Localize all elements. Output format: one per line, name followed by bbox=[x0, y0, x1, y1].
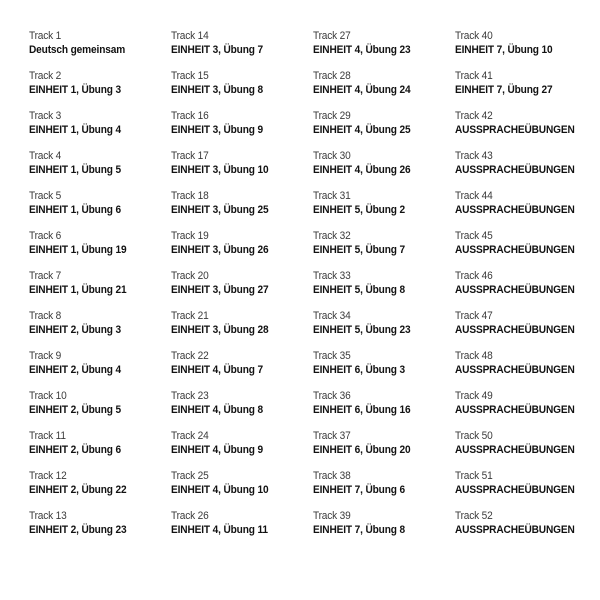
track-number: Track 16 bbox=[171, 110, 209, 122]
track-number: Track 41 bbox=[455, 70, 493, 82]
track-entry bbox=[29, 390, 171, 430]
track-title: EINHEIT 1, Übung 21 bbox=[29, 284, 127, 296]
track-title: EINHEIT 6, Übung 3 bbox=[313, 364, 405, 376]
track-number: Track 23 bbox=[171, 390, 209, 402]
track-entry bbox=[171, 350, 313, 390]
track-entry bbox=[455, 110, 597, 150]
track-entry bbox=[171, 270, 313, 310]
track-title: EINHEIT 7, Übung 10 bbox=[455, 44, 553, 56]
track-number: Track 15 bbox=[171, 70, 209, 82]
track-number: Track 40 bbox=[455, 30, 493, 42]
track-number: Track 11 bbox=[29, 430, 66, 442]
track-entry bbox=[29, 110, 171, 150]
track-number: Track 36 bbox=[313, 390, 351, 402]
track-number: Track 48 bbox=[455, 350, 493, 362]
track-entry bbox=[313, 470, 455, 510]
track-number: Track 6 bbox=[29, 230, 62, 242]
track-entry bbox=[29, 270, 171, 310]
track-number: Track 18 bbox=[171, 190, 209, 202]
track-number: Track 30 bbox=[313, 150, 351, 162]
track-title: EINHEIT 2, Übung 4 bbox=[29, 364, 121, 376]
track-number: Track 39 bbox=[313, 510, 351, 522]
track-entry bbox=[171, 470, 313, 510]
track-title: EINHEIT 5, Übung 7 bbox=[313, 244, 405, 256]
track-title: EINHEIT 6, Übung 16 bbox=[313, 404, 411, 416]
track-title: EINHEIT 4, Übung 25 bbox=[313, 124, 411, 136]
track-number: Track 14 bbox=[171, 30, 209, 42]
track-entry bbox=[171, 510, 313, 550]
track-entry bbox=[171, 70, 313, 110]
track-number: Track 24 bbox=[171, 430, 209, 442]
track-number: Track 44 bbox=[455, 190, 493, 202]
track-number: Track 17 bbox=[171, 150, 209, 162]
track-number: Track 43 bbox=[455, 150, 493, 162]
track-number: Track 46 bbox=[455, 270, 493, 282]
track-number: Track 25 bbox=[171, 470, 209, 482]
track-entry bbox=[313, 30, 455, 70]
tracklist-column-3 bbox=[313, 30, 455, 550]
track-entry bbox=[455, 510, 597, 550]
track-entry bbox=[455, 70, 597, 110]
track-title: AUSSPRACHEÜBUNGEN bbox=[455, 444, 575, 456]
track-title: EINHEIT 7, Übung 8 bbox=[313, 524, 405, 536]
track-title: AUSSPRACHEÜBUNGEN bbox=[455, 164, 575, 176]
track-entry bbox=[171, 150, 313, 190]
track-number: Track 19 bbox=[171, 230, 209, 242]
track-title: EINHEIT 3, Übung 9 bbox=[171, 124, 263, 136]
track-entry bbox=[29, 30, 171, 70]
track-title: AUSSPRACHEÜBUNGEN bbox=[455, 124, 575, 136]
track-entry bbox=[455, 350, 597, 390]
track-entry bbox=[29, 190, 171, 230]
track-title: EINHEIT 7, Übung 27 bbox=[455, 84, 553, 96]
track-number: Track 50 bbox=[455, 430, 493, 442]
track-entry bbox=[313, 350, 455, 390]
track-title: EINHEIT 2, Übung 23 bbox=[29, 524, 127, 536]
track-entry bbox=[171, 30, 313, 70]
track-title: EINHEIT 2, Übung 5 bbox=[29, 404, 121, 416]
track-entry bbox=[171, 390, 313, 430]
track-number: Track 37 bbox=[313, 430, 351, 442]
track-title: AUSSPRACHEÜBUNGEN bbox=[455, 284, 575, 296]
track-title: EINHEIT 1, Übung 3 bbox=[29, 84, 121, 96]
track-title: EINHEIT 3, Übung 10 bbox=[171, 164, 269, 176]
track-entry bbox=[455, 190, 597, 230]
track-entry bbox=[313, 70, 455, 110]
track-title: EINHEIT 4, Übung 8 bbox=[171, 404, 263, 416]
track-entry bbox=[29, 470, 171, 510]
track-title: EINHEIT 4, Übung 24 bbox=[313, 84, 411, 96]
track-title: EINHEIT 5, Übung 8 bbox=[313, 284, 405, 296]
track-entry bbox=[29, 230, 171, 270]
track-title: EINHEIT 2, Übung 3 bbox=[29, 324, 121, 336]
track-entry bbox=[455, 390, 597, 430]
track-title: EINHEIT 3, Übung 26 bbox=[171, 244, 269, 256]
track-entry bbox=[171, 310, 313, 350]
track-title: AUSSPRACHEÜBUNGEN bbox=[455, 364, 575, 376]
track-number: Track 42 bbox=[455, 110, 493, 122]
track-title: Deutsch gemeinsam bbox=[29, 44, 126, 56]
track-entry bbox=[313, 270, 455, 310]
track-title: AUSSPRACHEÜBUNGEN bbox=[455, 244, 575, 256]
track-entry bbox=[313, 390, 455, 430]
tracklist-column-2 bbox=[171, 30, 313, 550]
track-number: Track 47 bbox=[455, 310, 493, 322]
track-title: EINHEIT 3, Übung 7 bbox=[171, 44, 263, 56]
track-entry bbox=[313, 190, 455, 230]
track-entry bbox=[171, 110, 313, 150]
track-number: Track 51 bbox=[455, 470, 493, 482]
track-number: Track 9 bbox=[29, 350, 62, 362]
track-entry bbox=[171, 430, 313, 470]
track-title: EINHEIT 5, Übung 2 bbox=[313, 204, 405, 216]
track-title: EINHEIT 4, Übung 9 bbox=[171, 444, 263, 456]
track-title: EINHEIT 4, Übung 7 bbox=[171, 364, 263, 376]
track-number: Track 21 bbox=[171, 310, 209, 322]
track-number: Track 7 bbox=[29, 270, 62, 282]
track-number: Track 32 bbox=[313, 230, 351, 242]
track-title: EINHEIT 1, Übung 4 bbox=[29, 124, 121, 136]
track-entry bbox=[29, 510, 171, 550]
track-number: Track 20 bbox=[171, 270, 209, 282]
track-title: AUSSPRACHEÜBUNGEN bbox=[455, 484, 575, 496]
track-entry bbox=[313, 150, 455, 190]
track-entry bbox=[455, 270, 597, 310]
track-title: EINHEIT 4, Übung 11 bbox=[171, 524, 268, 536]
track-entry bbox=[313, 110, 455, 150]
track-entry bbox=[455, 30, 597, 70]
track-title: EINHEIT 5, Übung 23 bbox=[313, 324, 411, 336]
track-number: Track 27 bbox=[313, 30, 351, 42]
track-entry bbox=[29, 310, 171, 350]
track-number: Track 4 bbox=[29, 150, 62, 162]
track-entry bbox=[313, 310, 455, 350]
track-number: Track 8 bbox=[29, 310, 62, 322]
track-title: EINHEIT 3, Übung 28 bbox=[171, 324, 269, 336]
track-number: Track 3 bbox=[29, 110, 62, 122]
track-number: Track 10 bbox=[29, 390, 67, 402]
track-number: Track 26 bbox=[171, 510, 209, 522]
tracklist-column-1 bbox=[29, 30, 171, 550]
track-number: Track 2 bbox=[29, 70, 62, 82]
track-number: Track 33 bbox=[313, 270, 351, 282]
track-entry bbox=[455, 470, 597, 510]
track-title: AUSSPRACHEÜBUNGEN bbox=[455, 524, 575, 536]
track-entry bbox=[171, 190, 313, 230]
track-number: Track 45 bbox=[455, 230, 493, 242]
track-number: Track 34 bbox=[313, 310, 351, 322]
track-entry bbox=[171, 230, 313, 270]
track-number: Track 49 bbox=[455, 390, 493, 402]
track-title: EINHEIT 4, Übung 10 bbox=[171, 484, 269, 496]
track-title: EINHEIT 4, Übung 26 bbox=[313, 164, 411, 176]
track-title: AUSSPRACHEÜBUNGEN bbox=[455, 404, 575, 416]
track-number: Track 13 bbox=[29, 510, 67, 522]
track-entry bbox=[455, 430, 597, 470]
track-title: EINHEIT 2, Übung 6 bbox=[29, 444, 121, 456]
track-number: Track 22 bbox=[171, 350, 209, 362]
track-entry bbox=[313, 230, 455, 270]
track-title: EINHEIT 3, Übung 8 bbox=[171, 84, 263, 96]
tracklist-column-4 bbox=[455, 30, 597, 550]
track-number: Track 29 bbox=[313, 110, 351, 122]
track-entry bbox=[313, 510, 455, 550]
track-entry bbox=[455, 150, 597, 190]
track-number: Track 38 bbox=[313, 470, 351, 482]
track-number: Track 28 bbox=[313, 70, 351, 82]
track-title: AUSSPRACHEÜBUNGEN bbox=[455, 204, 575, 216]
track-number: Track 52 bbox=[455, 510, 493, 522]
track-number: Track 35 bbox=[313, 350, 351, 362]
track-number: Track 1 bbox=[29, 30, 62, 42]
track-number: Track 12 bbox=[29, 470, 67, 482]
track-title: EINHEIT 1, Übung 19 bbox=[29, 244, 127, 256]
track-title: EINHEIT 4, Übung 23 bbox=[313, 44, 411, 56]
track-title: EINHEIT 2, Übung 22 bbox=[29, 484, 127, 496]
track-entry bbox=[29, 350, 171, 390]
track-entry bbox=[29, 430, 171, 470]
track-title: EINHEIT 3, Übung 27 bbox=[171, 284, 269, 296]
track-number: Track 5 bbox=[29, 190, 62, 202]
track-title: AUSSPRACHEÜBUNGEN bbox=[455, 324, 575, 336]
track-title: EINHEIT 1, Übung 5 bbox=[29, 164, 121, 176]
track-number: Track 31 bbox=[313, 190, 351, 202]
track-entry bbox=[455, 230, 597, 270]
track-entry bbox=[29, 70, 171, 110]
track-title: EINHEIT 1, Übung 6 bbox=[29, 204, 121, 216]
track-entry bbox=[313, 430, 455, 470]
track-title: EINHEIT 3, Übung 25 bbox=[171, 204, 269, 216]
track-entry bbox=[455, 310, 597, 350]
track-title: EINHEIT 7, Übung 6 bbox=[313, 484, 405, 496]
track-entry bbox=[29, 150, 171, 190]
track-title: EINHEIT 6, Übung 20 bbox=[313, 444, 411, 456]
